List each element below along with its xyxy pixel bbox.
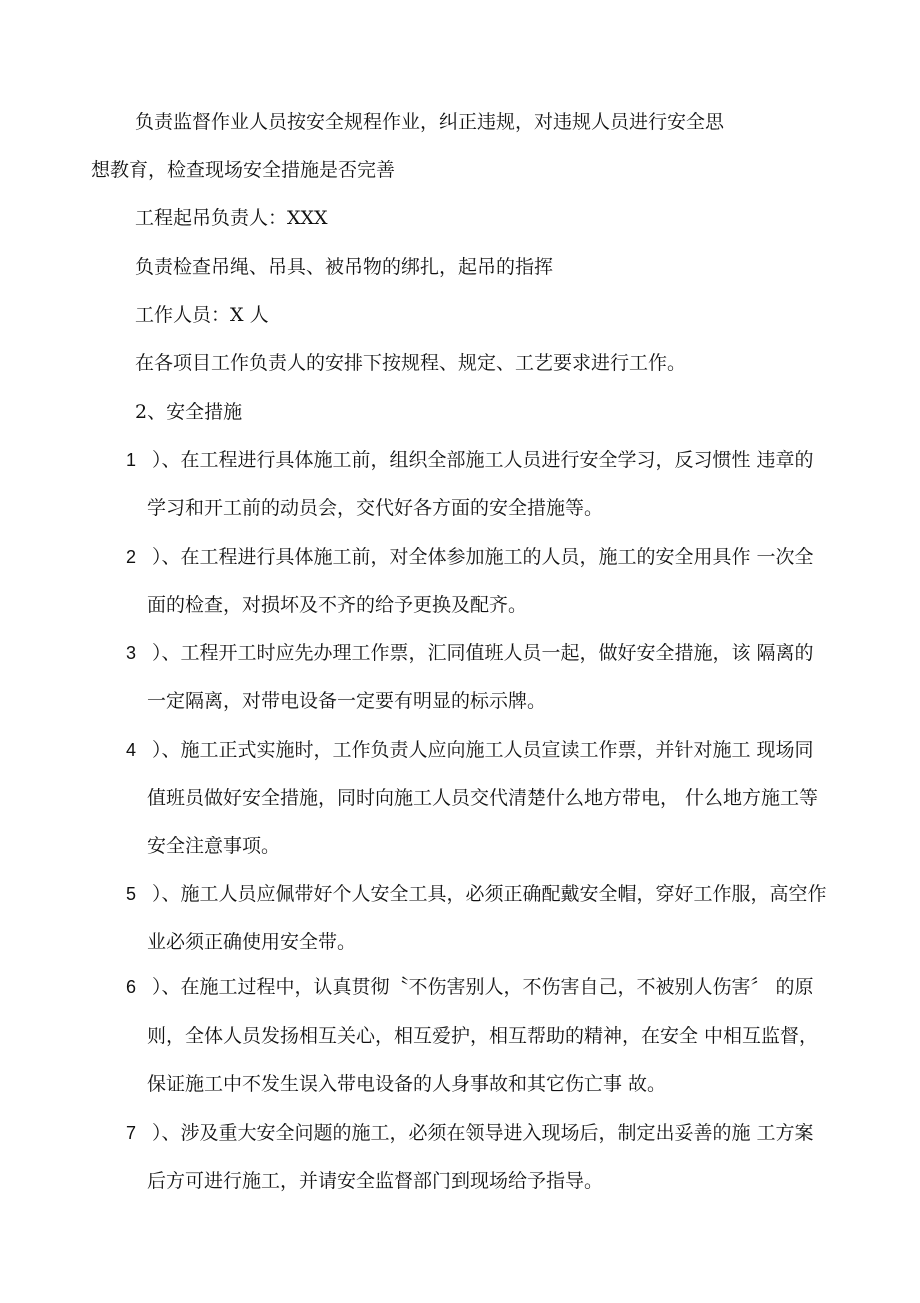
measure-number: 1 (126, 450, 137, 470)
lift-lead-line: 工程起吊负责人：XXX (135, 207, 328, 229)
paragraph-line: 想教育，检查现场安全措施是否完善 (91, 159, 396, 181)
measure-line: 6 ）、在施工过程中，认真贯彻〝不伤害别人，不伤害自己，不被别人伤害〞 的原 (126, 976, 814, 998)
measure-line: 安全注意事项。 (147, 835, 281, 857)
measure-line: 保证施工中不发生误入带电设备的人身事故和其它伤亡事 故。 (147, 1073, 667, 1095)
measure-line: 1 ）、在工程进行具体施工前，组织全部施工人员进行安全学习，反习惯性 违章的 (126, 449, 814, 471)
staff-duty-line: 在各项目工作负责人的安排下按规程、规定、工艺要求进行工作。 (135, 352, 687, 374)
measure-line: 4 ）、施工正式实施时，工作负责人应向施工人员宣读工作票，并针对施工 现场同 (126, 739, 814, 761)
measure-line: 5 ）、施工人员应佩带好个人安全工具，必须正确配戴安全帽，穿好工作服，高空作 (126, 883, 827, 905)
measure-line: 7 ）、涉及重大安全问题的施工，必须在领导进入现场后，制定出妥善的施 工方案 (126, 1122, 814, 1144)
section-title: 2、安全措施 (135, 401, 243, 423)
measure-line: 2 ）、在工程进行具体施工前，对全体参加施工的人员，施工的安全用具作 一次全 (126, 546, 814, 568)
measure-number: 4 (126, 740, 137, 760)
staff-line: 工作人员：X 人 (135, 304, 269, 326)
measure-number: 3 (126, 643, 137, 663)
measure-number: 2 (126, 547, 137, 567)
measure-line: 学习和开工前的动员会，交代好各方面的安全措施等。 (147, 497, 604, 519)
measure-line: 则，全体人员发扬相互关心，相互爱护，相互帮助的精神，在安全 中相互监督， (147, 1025, 819, 1047)
measure-number: 6 (126, 977, 137, 997)
measure-line: 3 ）、工程开工时应先办理工作票，汇同值班人员一起，做好安全措施，该 隔离的 (126, 642, 814, 664)
measure-line: 业必须正确使用安全带。 (147, 931, 357, 953)
lift-duty-line: 负责检查吊绳、吊具、被吊物的绑扎，起吊的指挥 (135, 256, 554, 278)
measure-line: 值班员做好安全措施，同时向施工人员交代清楚什么地方带电， 什么地方施工等 (147, 787, 819, 809)
measure-number: 5 (126, 884, 137, 904)
measure-line: 后方可进行施工，并请安全监督部门到现场给予指导。 (147, 1170, 604, 1192)
measure-number: 7 (126, 1123, 137, 1143)
measure-line: 面的检查，对损坏及不齐的给予更换及配齐。 (147, 594, 528, 616)
measure-line: 一定隔离，对带电设备一定要有明显的标示牌。 (147, 690, 547, 712)
paragraph-line: 负责监督作业人员按安全规程作业，纠正违规，对违规人员进行安全思 (135, 111, 725, 133)
